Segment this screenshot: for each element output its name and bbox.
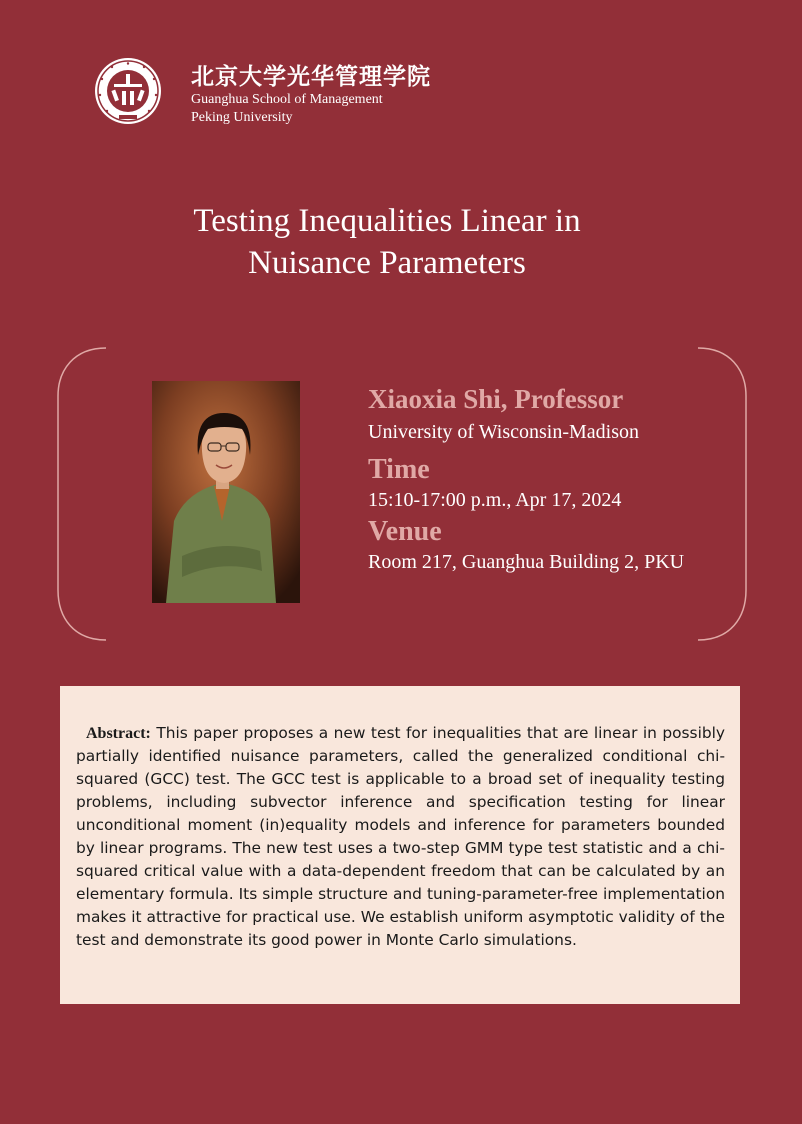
speaker-photo: [152, 381, 300, 603]
abstract-body: This paper proposes a new test for inequalities that are linear in possibly partially identified nuisance parameters, called the generalized conditional chi-squared (GCC) test. The GCC test is applicable to a broad set of inequality testing problems, including subvector inference and specification testing for linear unconditional moment (in)equality models and inference for parameters bounded by linear programs. The new test uses a two-step GMM type test statistic and a chi-squared critical value with a data-dependent freedom that can be calculated by an elementary formula. Its simple structure and tuning-parameter-free implementation makes it attractive for practical use. We establish uniform asymptotic validity of the test and demonstrate its good power in Monte Carlo simulations.: [76, 724, 725, 949]
venue-label: Venue: [368, 516, 442, 547]
speaker-affiliation: University of Wisconsin-Madison: [368, 421, 640, 443]
peking-university-seal-logo: [94, 57, 162, 125]
university-name: Peking University: [191, 110, 293, 125]
school-name-english: Guanghua School of Management: [191, 92, 383, 107]
time-label: Time: [368, 454, 430, 485]
talk-title-line1: Testing Inequalities Linear in: [193, 203, 581, 239]
abstract-label: Abstract:: [86, 725, 151, 742]
venue-value: Room 217, Guanghua Building 2, PKU: [368, 551, 685, 573]
talk-title-line2: Nuisance Parameters: [248, 245, 526, 281]
abstract-paragraph: [76, 722, 725, 952]
speaker-name: Xiaoxia Shi, Professor: [368, 384, 624, 414]
time-value: 15:10-17:00 p.m., Apr 17, 2024: [368, 489, 622, 511]
school-name-chinese: 北京大学光华管理学院: [191, 64, 431, 90]
